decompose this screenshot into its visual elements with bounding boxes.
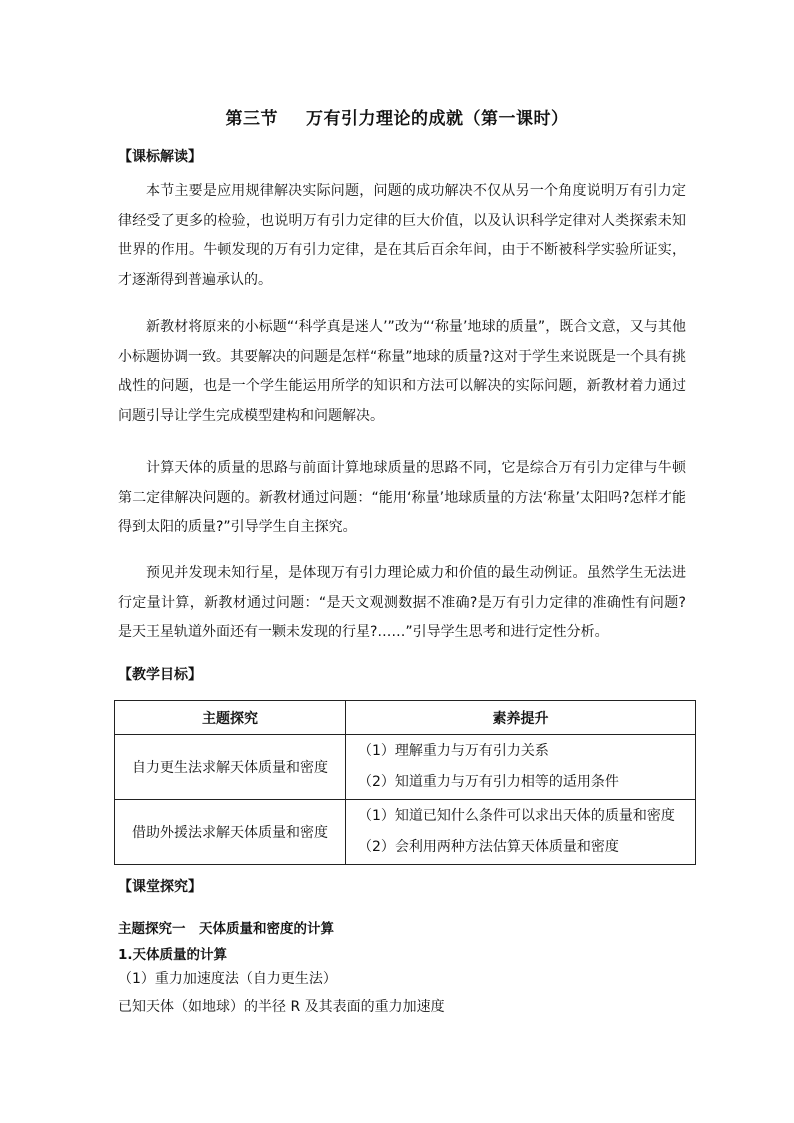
table-cell-literacy bbox=[346, 735, 696, 800]
table-header-literacy: 素养提升 bbox=[346, 701, 696, 735]
paragraph-1: 本节主要是应用规律解决实际问题，问题的成功解决不仅从另一个角度说明万有引力定律经受了更多的检验，也说明万有引力定律的巨大价值，以及认识科学定律对人类探索未知世界的作用。牛顿发现的万有引力定律，是在其后百余年间，由于不断被科学实验所证实，才逐渐得到普遍承认的。 bbox=[118, 183, 686, 288]
table-row bbox=[115, 735, 696, 800]
table-row bbox=[115, 800, 696, 865]
table-cell-literacy bbox=[346, 800, 696, 865]
literacy-item: （1）知道已知什么条件可以求出天体的质量和密度 bbox=[358, 808, 675, 824]
body-text: 已知天体（如地球）的半径 R 及其表面的重力加速度 bbox=[118, 999, 445, 1015]
literacy-item: （1）理解重力与万有引力关系 bbox=[358, 743, 549, 759]
table-cell-topic: 借助外援法求解天体质量和密度 bbox=[115, 800, 346, 865]
literacy-item: （2）会利用两种方法估算天体质量和密度 bbox=[358, 839, 619, 855]
table-header-row bbox=[115, 701, 696, 735]
paragraph-3: 计算天体的质量的思路与前面计算地球质量的思路不同，它是综合万有引力定律与牛顿第二定律解决问题的。新教材通过问题：“能用‘称量’地球质量的方法‘称量’太阳吗?怎样才能得到太阳的质量?”引导学生自主探究。 bbox=[118, 460, 686, 535]
subsection-heading: 1.天体质量的计算 bbox=[118, 947, 228, 963]
objectives-table bbox=[114, 700, 696, 865]
section-name: 万有引力理论的成就（第一课时） bbox=[306, 109, 569, 129]
section-number: 第三节 bbox=[225, 109, 278, 129]
table-header-topic: 主题探究 bbox=[115, 701, 346, 735]
heading-objectives: 【教学目标】 bbox=[118, 667, 202, 683]
literacy-item: （2）知道重力与万有引力相等的适用条件 bbox=[358, 774, 619, 790]
heading-curriculum: 【课标解读】 bbox=[118, 149, 202, 165]
topic-heading: 主题探究一 天体质量和密度的计算 bbox=[118, 921, 334, 937]
page-title bbox=[0, 104, 794, 129]
paragraph-4: 预见并发现未知行星，是体现万有引力理论威力和价值的最生动例证。虽然学生无法进行定量计算，新教材通过问题：“是天文观测数据不准确?是万有引力定律的准确性有问题?是天王星轨道外面还有一颗未发现的行星?……”引导学生思考和进行定性分析。 bbox=[118, 565, 686, 640]
method-label: （1）重力加速度法（自力更生法） bbox=[118, 971, 337, 987]
paragraph-2: 新教材将原来的小标题“‘科学真是迷人’”改为“‘称量’地球的质量”，既合文意，又与其他小标题协调一致。其要解决的问题是怎样“称量”地球的质量?这对于学生来说既是一个具有挑战性的问题，也是一个学生能运用所学的知识和方法可以解决的实际问题，新教材着力通过问题引导让学生完成模型建构和问题解决。 bbox=[118, 319, 686, 424]
table-cell-topic: 自力更生法求解天体质量和密度 bbox=[115, 735, 346, 800]
heading-inquiry: 【课堂探究】 bbox=[118, 879, 202, 895]
